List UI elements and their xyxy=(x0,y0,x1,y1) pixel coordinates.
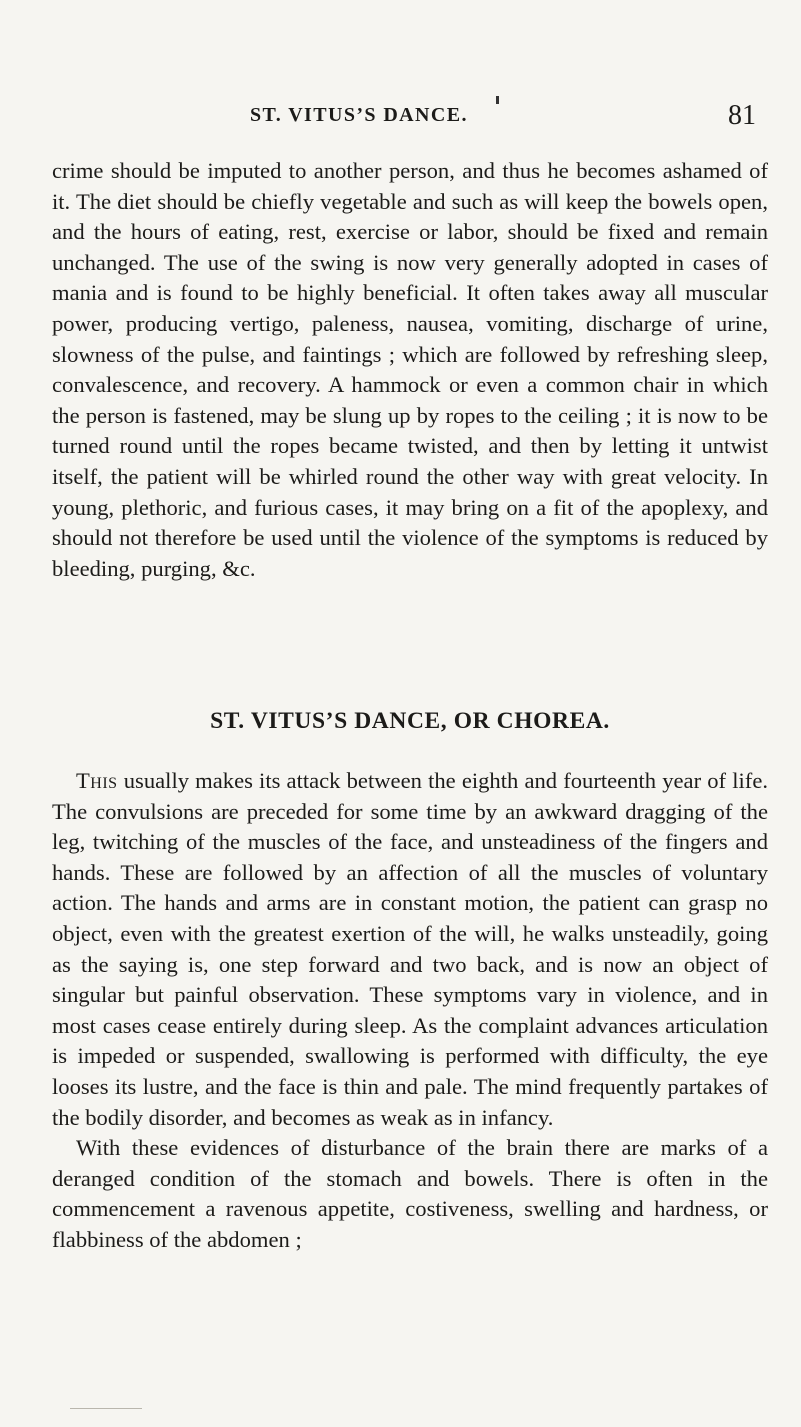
paragraph-2-text: usually makes its attack between the eighth and fourteenth year of life. The convulsions are preceded for some time by an awkward dragging of the leg, twitching of the muscles of the face, and unsteadiness of the fingers and hands. These are followed by an affection of all the muscles of voluntary action. The hands and arms are in constant motion, the patient can grasp no object, even with the greatest exertion of the will, he walks unsteadily, going as the saying is, one step forward and two back, and is now an object of singular but painful observation. These symptoms vary in violence, and in most cases cease entirely during sleep. As the complaint advances articulation is impeded or suspended, swallowing is performed with difficulty, the eye looses its lustre, and the face is thin and pale. The mind frequently partakes of the bodily disorder, and becomes as weak as in infancy. xyxy=(52,768,768,1130)
paragraph-2 xyxy=(52,766,768,1133)
section-heading: ST. VITUS’S DANCE, OR CHOREA. xyxy=(210,708,610,734)
bottom-rule xyxy=(70,1408,142,1409)
page-number: 81 xyxy=(728,100,756,131)
paragraph-lead-word: This xyxy=(76,768,118,793)
running-head xyxy=(250,100,770,136)
paragraph-1: crime should be imputed to another person, and thus he becomes ashamed of it. The diet should be chiefly vegetable and such as will keep the bowels open, and the hours of eating, rest, exercise or labor, should be fixed and remain unchanged. The use of the swing is now very generally adopted in cases of mania and is found to be highly beneficial. It often takes away all muscular power, producing vertigo, paleness, nausea, vomiting, discharge of urine, slowness of the pulse, and faintings ; which are followed by refreshing sleep, convalescence, and recovery. A hammock or even a common chair in which the person is fastened, may be slung up by ropes to the ceiling ; it is now to be turned round until the ropes became twisted, and then by letting it untwist itself, the patient will be whirled round the other way with great velocity. In young, plethoric, and furious cases, it may bring on a fit of the apoplexy, and should not therefore be used until the violence of the symptoms is reduced by bleeding, purging, &c. xyxy=(52,158,768,581)
section-body xyxy=(52,766,768,1256)
running-title: ST. VITUS’S DANCE. xyxy=(250,104,468,126)
paragraph-3: With these evidences of disturbance of the brain there are marks of a deranged condition of the stomach and bowels. There is often in the commencement a ravenous appetite, costiveness, swelling and hardness, or flabbiness of the abdomen ; xyxy=(52,1135,768,1252)
paragraph-continued xyxy=(52,156,768,584)
